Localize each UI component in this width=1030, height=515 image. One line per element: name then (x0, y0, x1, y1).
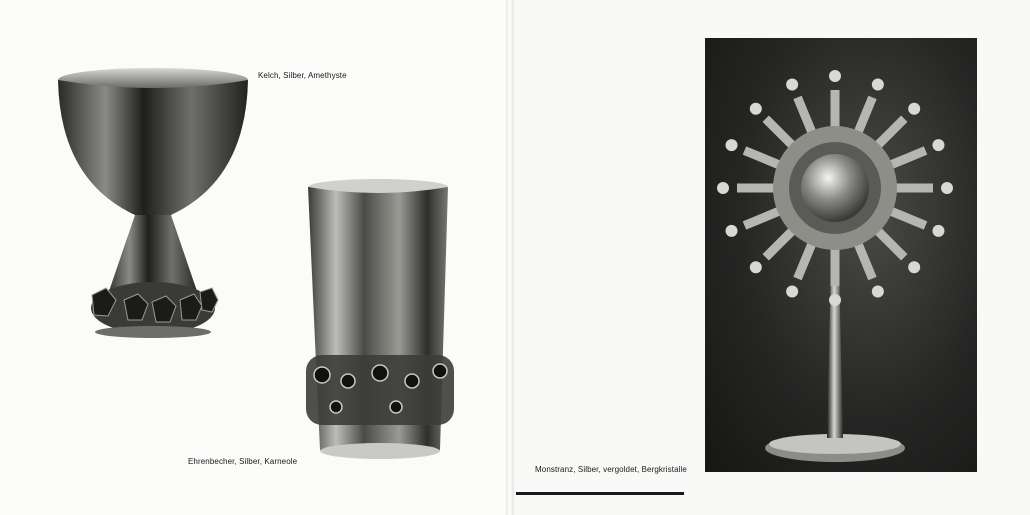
crystal-bead (872, 79, 884, 91)
crystal-bead (908, 261, 920, 273)
crystal-bead (750, 261, 762, 273)
crystal-bead (726, 139, 738, 151)
crystal-bead (717, 182, 729, 194)
kelch-caption: Kelch, Silber, Amethyste (258, 71, 347, 80)
monstranz-caption: Monstranz, Silber, vergoldet, Bergkristalle (535, 465, 687, 474)
page-bottom-rule (516, 492, 684, 495)
becher-caption: Ehrenbecher, Silber, Karneole (188, 457, 298, 466)
crystal-bead (872, 285, 884, 297)
crystal-bead (726, 225, 738, 237)
crystal-bead (829, 70, 841, 82)
crystal-bead (786, 285, 798, 297)
kelch-image (40, 60, 300, 410)
crystal-bead (829, 294, 841, 306)
crystal-bead (750, 103, 762, 115)
book-gutter (506, 0, 514, 515)
monstranz-image (705, 38, 977, 472)
becher-image (300, 175, 470, 475)
crystal-bead (908, 103, 920, 115)
crystal-bead (932, 139, 944, 151)
crystal-bead (786, 79, 798, 91)
crystal-bead (941, 182, 953, 194)
crystal-bead (932, 225, 944, 237)
